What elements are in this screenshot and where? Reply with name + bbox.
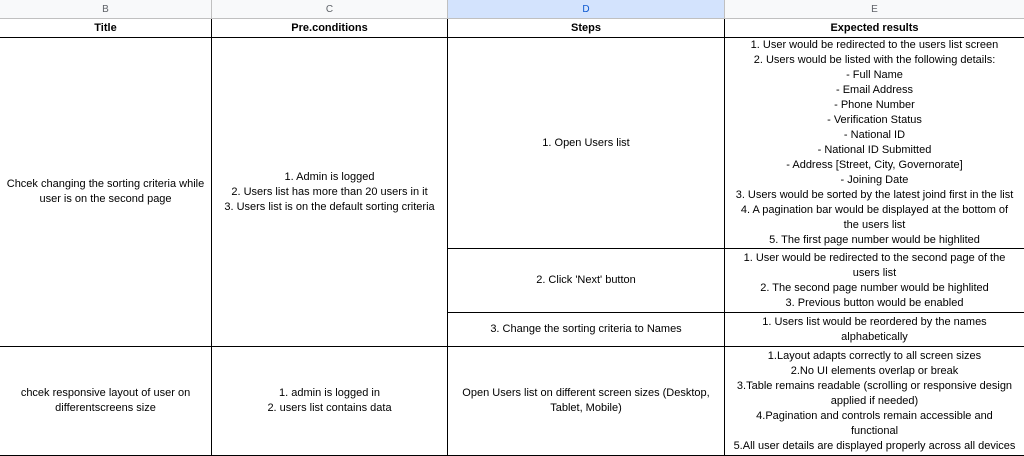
expected-line: users list — [852, 266, 897, 279]
header-cell-steps[interactable]: Steps — [448, 19, 725, 38]
expected-line: 5.All user details are displayed properly across all devices — [733, 439, 1016, 452]
case1-step3-cell[interactable] — [448, 313, 725, 347]
expected-line: 5. The first page number would be highlited — [769, 234, 980, 246]
case2-precondition-line: 2. users list contains data — [267, 402, 392, 414]
expected-line: 4. A pagination bar would be displayed at the bottom of — [740, 204, 1009, 216]
expected-line: the users list — [843, 219, 906, 231]
case2-title-cell[interactable] — [0, 347, 212, 456]
case1-title-line: user is on the second page — [39, 193, 172, 205]
expected-line: 1.Layout adapts correctly to all screen sizes — [767, 349, 982, 362]
case1-step2-cell[interactable] — [448, 249, 725, 313]
expected-line: functional — [850, 424, 899, 437]
header-cell-preconditions[interactable]: Pre.conditions — [212, 19, 448, 38]
expected-line: 3. Previous button would be enabled — [785, 296, 964, 309]
expected-line: 1. Users list would be reordered by the names — [762, 315, 987, 328]
column-header-d[interactable]: D — [448, 0, 725, 19]
case1-expected1-cell[interactable] — [725, 38, 1024, 249]
column-header-e[interactable]: E — [725, 0, 1024, 19]
case2-precondition-line: 1. admin is logged in — [279, 387, 380, 399]
case1-title-line: Chcek changing the sorting criteria while — [6, 178, 205, 190]
expected-line: - National ID — [843, 129, 906, 141]
case1-precondition-line: 1. Admin is logged — [284, 170, 375, 183]
expected-line: 3.Table remains readable (scrolling or responsive design — [736, 379, 1013, 392]
case1-step1-cell[interactable] — [448, 38, 725, 249]
expected-line: 4.Pagination and controls remain accessible and — [756, 409, 993, 422]
header-cell-title[interactable]: Title — [0, 19, 212, 38]
case2-step-line: Open Users list on different screen sizes (Desktop, — [462, 387, 710, 399]
expected-line: 2. The second page number would be highlited — [760, 281, 989, 294]
case1-step1-text: 1. Open Users list — [542, 136, 630, 149]
expected-line: - Full Name — [846, 69, 903, 81]
case1-expected3-cell[interactable] — [725, 313, 1024, 347]
case2-step1-cell[interactable] — [448, 347, 725, 456]
case2-title-line: differentscreens size — [55, 402, 156, 414]
case1-precondition-line: 3. Users list is on the default sorting criteria — [224, 200, 435, 213]
header-cell-expected[interactable]: Expected results — [725, 19, 1024, 38]
case1-expected2-cell[interactable] — [725, 249, 1024, 313]
expected-line: 2.No UI elements overlap or break — [790, 364, 959, 377]
case2-step-line: Tablet, Mobile) — [550, 402, 622, 414]
expected-line: - Phone Number — [834, 99, 915, 111]
case1-step3-text: 3. Change the sorting criteria to Names — [490, 323, 682, 335]
expected-line: 2. Users would be listed with the following details: — [753, 54, 996, 66]
expected-line: - Verification Status — [827, 114, 922, 126]
case2-title-line: chcek responsive layout of user on — [20, 387, 191, 399]
expected-line: alphabetically — [841, 330, 908, 343]
expected-line: 3. Users would be sorted by the latest joind first in the list — [735, 189, 1014, 201]
case1-title-cell[interactable] — [0, 38, 212, 347]
case1-precondition-line: 2. Users list has more than 20 users in it — [231, 185, 428, 198]
case1-preconditions-cell[interactable] — [212, 38, 448, 347]
expected-line: applied if needed) — [830, 394, 919, 407]
column-header-b[interactable]: B — [0, 0, 212, 19]
expected-line: - Address [Street, City, Governorate] — [786, 159, 963, 171]
expected-line: 1. User would be redirected to the users list screen — [750, 39, 999, 51]
case1-step2-text: 2. Click 'Next' button — [536, 274, 636, 286]
case2-expected1-cell[interactable] — [725, 347, 1024, 456]
column-header-c[interactable]: C — [212, 0, 448, 19]
expected-line: - Joining Date — [840, 174, 909, 186]
expected-line: - National ID Submitted — [817, 144, 932, 156]
expected-line: - Email Address — [835, 84, 913, 96]
expected-line: 1. User would be redirected to the second page of the — [743, 251, 1006, 264]
case2-preconditions-cell[interactable] — [212, 347, 448, 456]
